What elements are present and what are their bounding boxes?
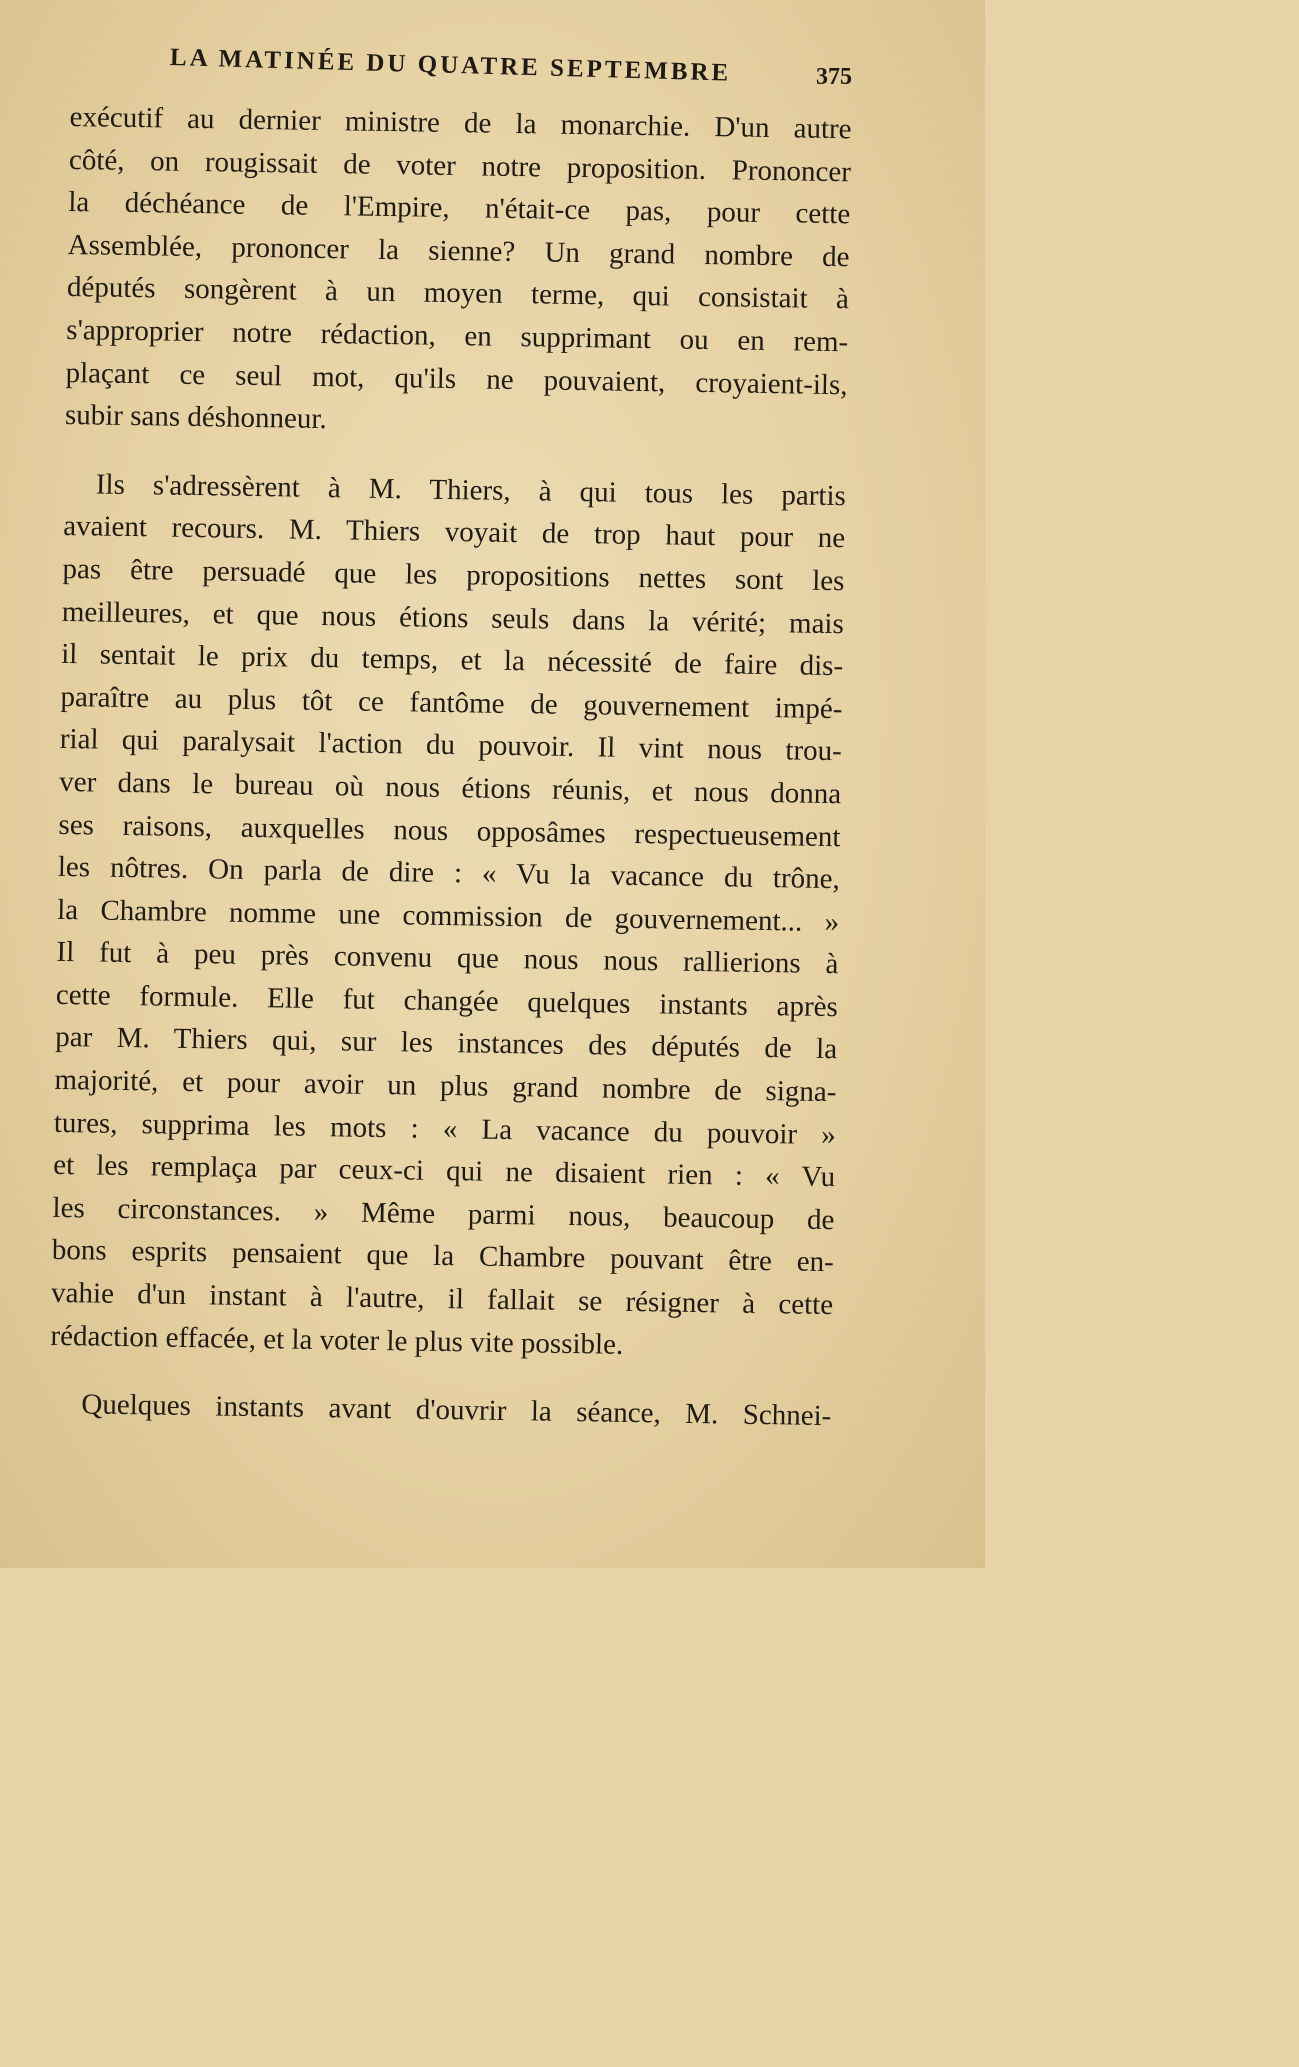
text-line: Il fut à peu près convenu que nous nous rallierions à — [56, 936, 839, 981]
paragraph-1 — [65, 96, 852, 449]
text-line: la déchéance de l'Empire, n'était-ce pas, pour cette — [68, 186, 851, 231]
text-line: députés songèrent à un moyen terme, qui consistait à — [66, 271, 850, 316]
text-line: avaient recours. M. Thiers voyait de trop haut pour ne — [62, 510, 846, 555]
text-line: et les remplaça par ceux-ci qui ne disaient rien : « Vu — [52, 1149, 836, 1194]
text-line: cette formule. Elle fut changée quelques instants après — [55, 978, 839, 1024]
text-line: bons esprits pensaient que la Chambre pouvant être en- — [51, 1234, 835, 1279]
text-line: les circonstances. » Même parmi nous, beaucoup de — [52, 1191, 835, 1236]
text-line: il sentait le prix du temps, et la nécessité de faire dis- — [60, 638, 844, 683]
running-title: LA MATINÉE DU QUATRE SEPTEMBRE — [169, 44, 732, 87]
body-text — [49, 96, 852, 1438]
text-line: Assemblée, prononcer la sienne? Un grand nombre de — [67, 228, 850, 274]
text-line: pas être persuadé que les propositions nettes sont les — [62, 552, 845, 598]
text-line: les nôtres. On parla de dire : « Vu la vacance du trône, — [57, 851, 841, 896]
text-line: ses raisons, auxquelles nous opposâmes respectueusement — [58, 808, 841, 853]
text-line: la Chambre nomme une commission de gouvernement... » — [56, 893, 840, 938]
text-line: paraître au plus tôt ce fantôme de gouvernement impé- — [60, 680, 843, 725]
text-line: exécutif au dernier ministre de la monarchie. D'un autre — [69, 100, 852, 146]
text-line: meilleures, et que nous étions seuls dans la vérité; mais — [61, 595, 845, 640]
text-line: rial qui paralysait l'action du pouvoir. Il vint nous trou- — [59, 723, 843, 768]
text-line: par M. Thiers qui, sur les instances des députés de la — [54, 1021, 838, 1066]
text-line: majorité, et pour avoir un plus grand nombre de signa- — [54, 1063, 837, 1109]
paragraph-3 — [49, 1383, 832, 1438]
text-line: tures, supprima les mots : « La vacance du pouvoir » — [53, 1106, 837, 1151]
text-line: rédaction effacée, et la voter le plus vite possible. — [50, 1319, 624, 1361]
text-line: ver dans le bureau où nous étions réunis, et nous donna — [58, 765, 842, 811]
page-number: 375 — [816, 64, 852, 90]
text-line: vahie d'un instant à l'autre, il fallait se résigner à cette — [50, 1276, 834, 1322]
text-line: côté, on rougissait de voter notre proposition. Prononcer — [68, 143, 852, 188]
paragraph-2 — [50, 463, 846, 1370]
text-line: subir sans déshonneur. — [64, 399, 327, 436]
page-header — [169, 44, 860, 90]
text-line: Ils s'adressèrent à M. Thiers, à qui tous les partis — [95, 468, 847, 512]
text-line: Quelques instants avant d'ouvrir la séance, M. Schnei- — [81, 1388, 832, 1433]
text-line: plaçant ce seul mot, qu'ils ne pouvaient, croyaient-ils, — [65, 356, 848, 401]
text-line: s'approprier notre rédaction, en supprimant ou en rem- — [66, 313, 849, 359]
